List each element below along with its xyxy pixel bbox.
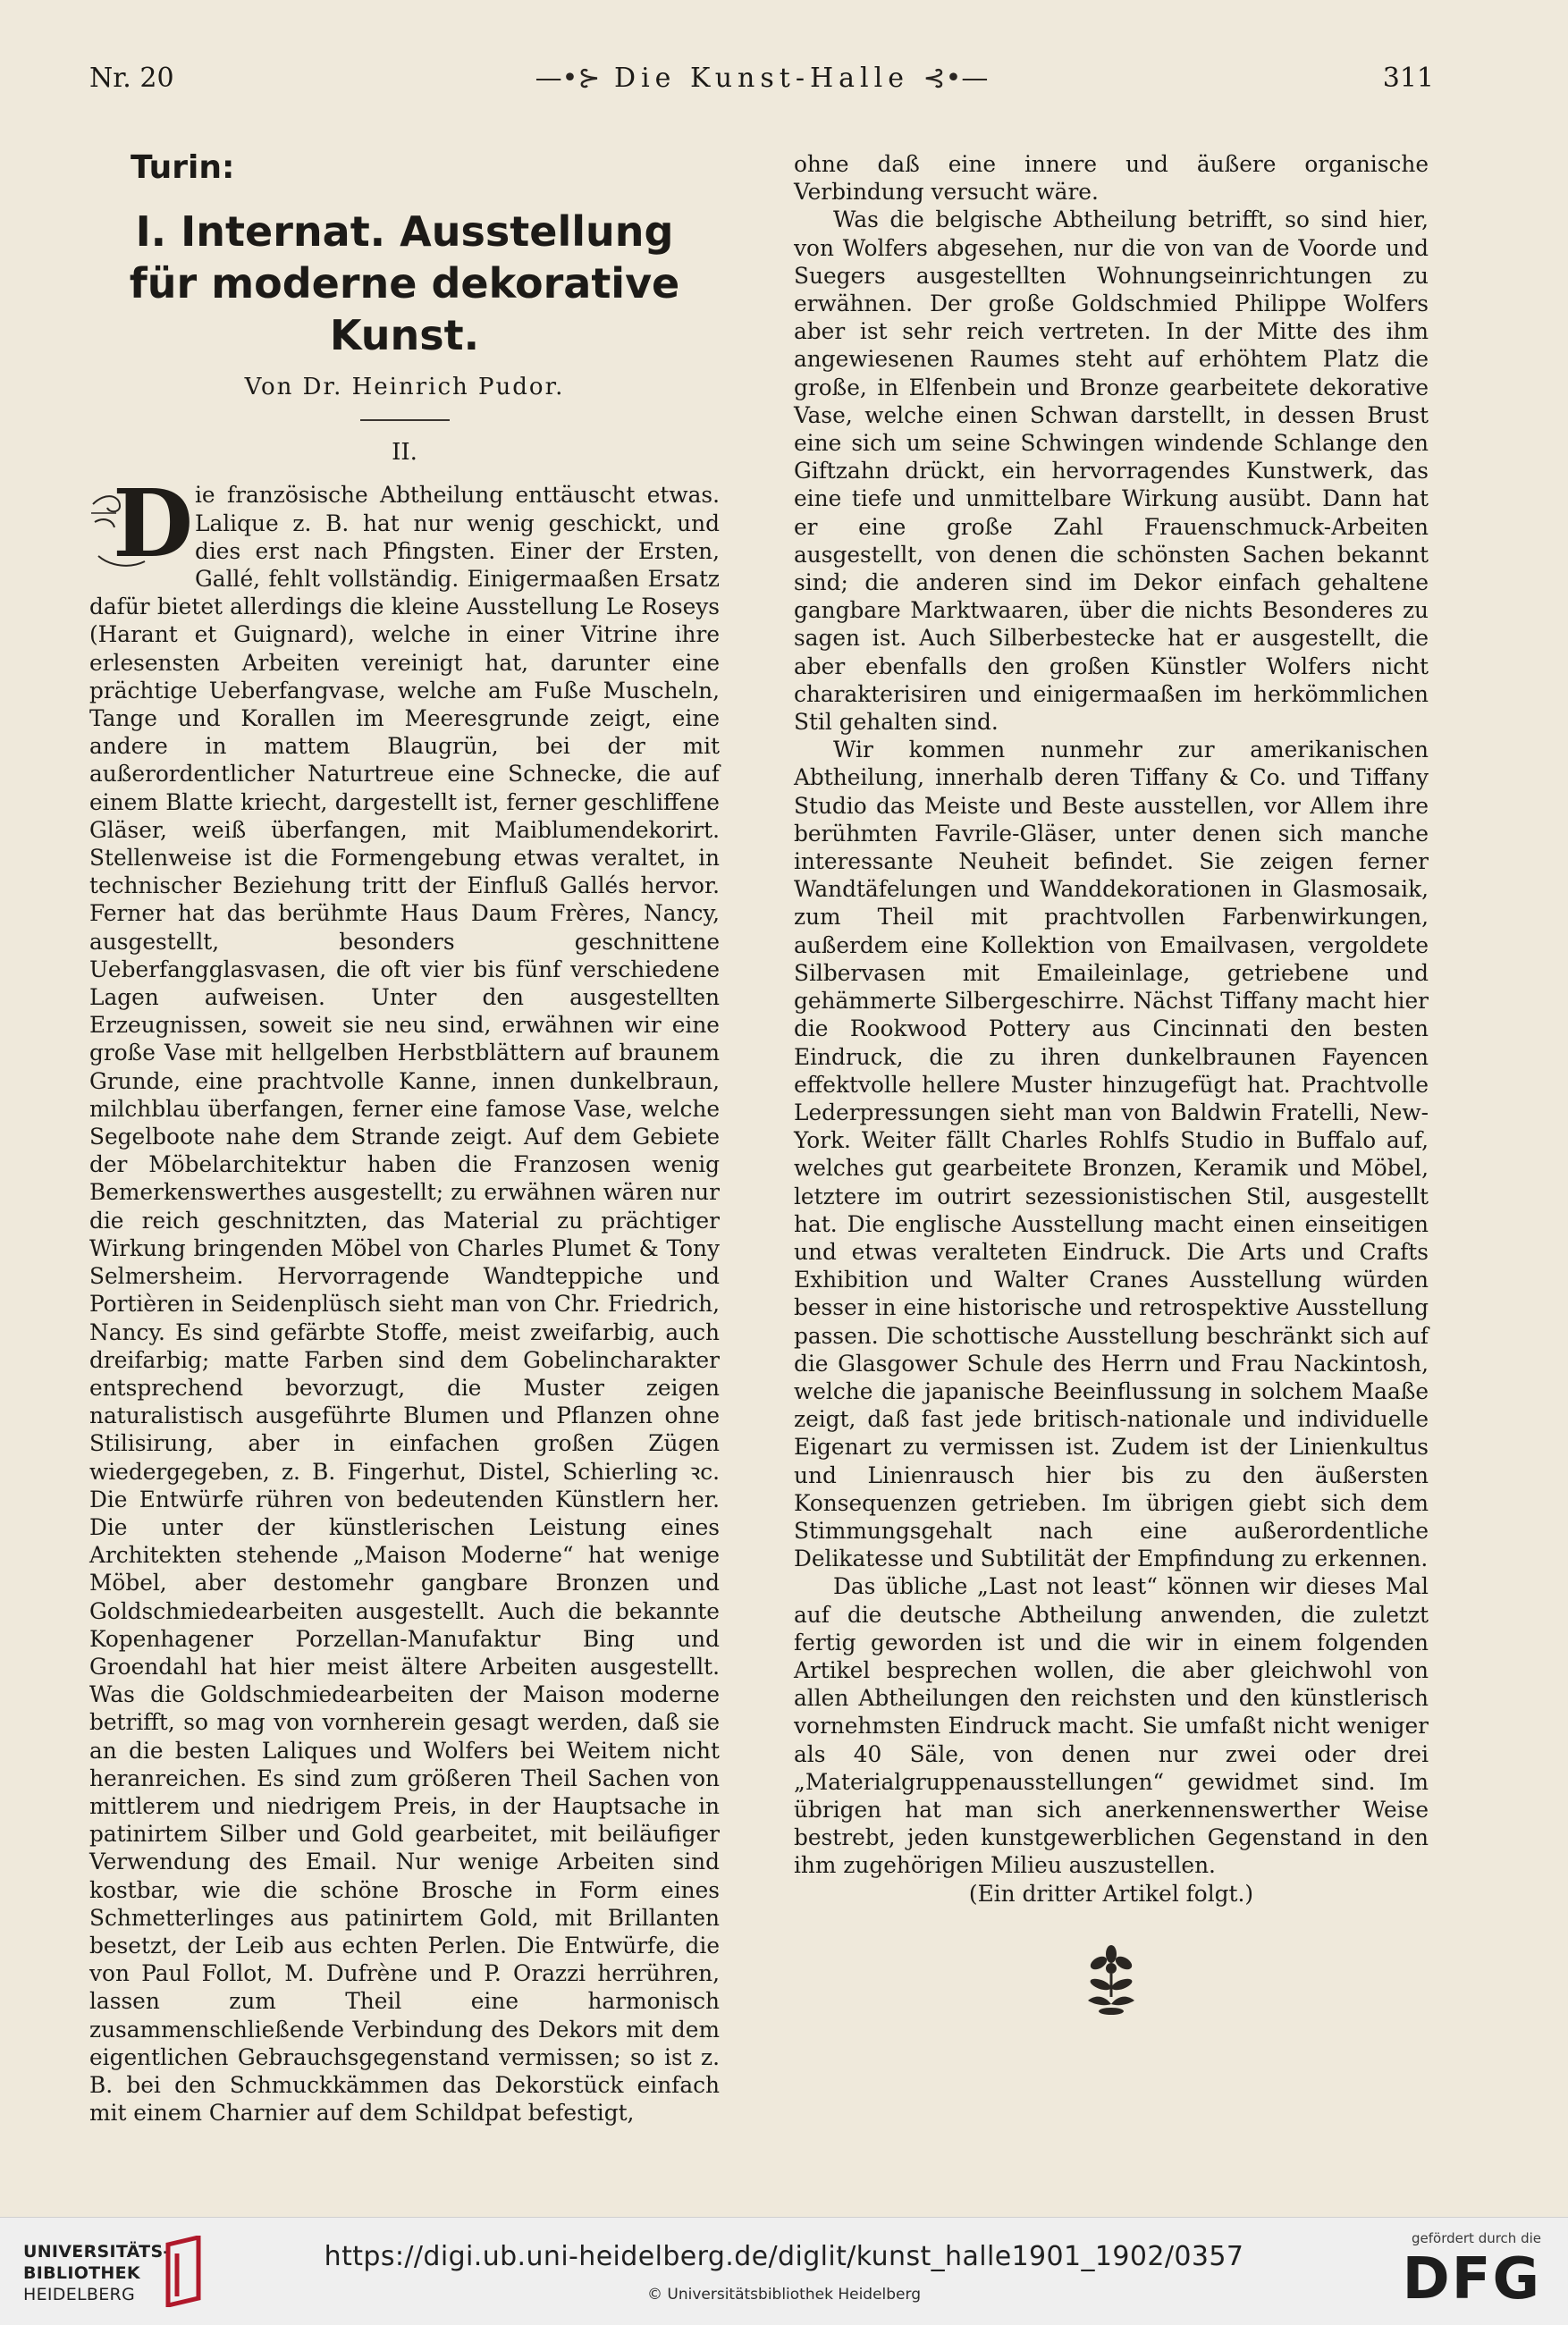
floral-ornament-icon [1075,1942,1147,2017]
right-paragraph: ohne daß eine innere und äußere organische Verbindung versucht wäre. [794,151,1429,206]
ornament-right-icon: ⊰•— [923,63,989,94]
library-line: UNIVERSITÄTS- [23,2242,171,2262]
article-author: Von Dr. Heinrich Pudor. [244,374,565,400]
library-footer [0,2217,1568,2325]
left-column [89,150,720,2127]
dfg-logo: DFG [1402,2246,1541,2312]
journal-title [89,63,1434,94]
section-number: II. [392,439,417,467]
title-divider [360,419,450,421]
ornament-left-icon: —•⊱ [535,63,601,94]
right-column [794,150,1429,2017]
left-paragraph: ie französische Abtheilung enttäuscht etwas. Lalique z. B. hat nur wenig geschickt, und dies erst nach Pfingsten. Einer der Ersten, Gallé, fehlt vollständig. Einigermaaßen Ersatz dafür bietet allerdings die kleine Ausstellung Le Roseys (Harant et Guignard), welche in einer Vitrine ihre erlesensten Arbeiten vereinigt hat, darunter eine prächtige Ueberfangvase, welche am Fuße Muscheln, Tange und Korallen im Meeresgrunde zeigt, eine andere in mattem Blaugrün, bei der mit außerordentlicher Naturtreue eine Schnecke, die auf einem Blatte kriecht, dargestellt ist, ferner geschliffene Gläser, weiß überfangen, mit Maiblumendekorirt. Stellenweise ist die Formengebung etwas veraltet, in technischer Beziehung tritt der Einfluß Gallés hervor. Ferner hat das berühmte Haus Daum Frères, Nancy, ausgestellt, besonders geschnittene Ueberfangglasvasen, die oft vier bis fünf verschiedene Lagen aufweisen. Unter den ausgestellten Erzeugnissen, soweit sie neu sind, erwähnen wir eine große Vase mit hellgelben Herbstblättern auf braunem Grunde, eine prachtvolle Kanne, innen dunkelbraun, milchblau überfangen, ferner eine famose Vase, welche Segelboote nahe dem Strande zeigt. Auf dem Gebiete der Möbelarchitektur haben die Franzosen wenig Bemerkenswerthes ausgestellt; zu erwähnen wären nur die reich geschnitzten, das Material zu prächtiger Wirkung bringenden Möbel von Charles Plumet & Tony Selmersheim. Hervorragende Wandteppiche und Portièren in Seidenplüsch sieht man von Chr. Friedrich, Nancy. Es sind gefärbte Stoffe, meist zweifarbig, auch dreifarbig; matte Farben sind dem Gobelincharakter entsprechend bevorzugt, die Muster zeigen naturalistisch ausgeführte Blumen und Pflanzen ohne Stilisirung, aber in einfachen großen Zügen wiedergegeben, z. B. Fingerhut, Distel, Schierling ꝛc. Die Entwürfe rühren von bedeutenden Künstlern her. Die unter der künstlerischen Leistung eines Architekten stehende „Maison Moderne“ hat wenige Möbel, aber destomehr gangbare Bronzen und Goldschmiedearbeiten ausgestellt. Auch die bekannte Kopenhagener Porzellan-Manufaktur Bing und Groendahl hat hier meist ältere Arbeiten ausgestellt. Was die Goldschmiedearbeiten der Maison moderne betrifft, so mag von vornherein gesagt werden, daß sie an die besten Laliques und Wolfers bei Weitem nicht heranreichen. Es sind zum größeren Theil Sachen von mittlerem und niedrigem Preis, in der Hauptsache in patinirtem Silber und Gold gearbeitet, mit beiläufiger Verwendung des Email. Nur wenige Arbeiten sind kostbar, wie die schöne Brosche in Form eines Schmetterlinges aus patinirtem Gold, mit Brillanten besetzt, der Leib aus echten Perlen. Die Entwürfe, die von Paul Follot, M. Dufrène und P. Orazzi herrühren, lassen zum Theil eine harmonisch zusammenschließende Verbindung des Dekors mit dem eigentlichen Gebrauchsgegenstand vermissen; so ist z. B. bei den Schmuckkämmen das Dekorstück einfach mit einem Charnier auf dem Schildpat befestigt, [89,482,720,2127]
continuation-note: (Ein dritter Artikel folgt.) [968,1880,1254,1907]
library-line: HEIDELBERG [23,2285,136,2304]
running-header [89,63,1434,98]
right-paragraph: Was die belgische Abtheilung betrifft, so sind hier, von Wolfers abgesehen, nur die von van de Voorde und Suegers ausgestellten Wohnungseinrichtungen zu erwähnen. Der große Goldschmied Philippe Wolfers aber ist sehr reich vertreten. In der Mitte des ihm angewiesenen Raumes steht auf erhöhtem Platz die große, in Elfenbein und Bronze gearbeitete dekorative Vase, welche einen Schwan darstellt, in dessen Brust eine sich um seine Schwingen windende Schlange den Giftzahn drückt, ein hervorragendes Kunstwerk, das eine tiefe und unmittelbare Wirkung ausübt. Dann hat er eine große Zahl Frauenschmuck-Arbeiten ausgestellt, von denen die schönsten Sachen bekannt sind; die anderen sind im Dekor einfach gehaltene gangbare Marktwaaren, über die nichts Besonderes zu sagen ist. Auch Silberbestecke hat er ausgestellt, die aber ebenfalls den großen Künstler Wolfers nicht charakterisiren und einigermaaßen im herkömmlichen Stil gehalten sind. [794,206,1429,736]
copyright-notice: © Universitätsbibliothek Heidelberg [646,2286,921,2304]
right-paragraph: Wir kommen nunmehr zur amerikanischen Abtheilung, innerhalb deren Tiffany & Co. und Tiffany Studio das Meiste und Beste ausstellen, vor Allem ihre berühmten Favrile-Gläser, unter denen sich manche interessante Neuheit befindet. Sie zeigen ferner Wandtäfelungen und Wanddekorationen in Glasmosaik, zum Theil mit prachtvollen Farbenwirkungen, außerdem eine Kollektion von Emailvasen, vergoldete Silbervasen mit Emaileinlage, getriebene und gehämmerte Silbergeschirre. Nächst Tiffany macht hier die Rookwood Pottery aus Cincinnati den besten Eindruck, die zu ihren dunkelbraunen Fayencen effektvolle hellere Muster hinzugefügt hat. Prachtvolle Lederpressungen sieht man von Baldwin Fratelli, New-York. Weiter fällt Charles Rohlfs Studio in Buffalo auf, welches gut gearbeitete Bronzen, Keramik und Möbel, letztere im outrirt sezessionistischen Stil, ausgestellt hat. Die englische Ausstellung macht einen einseitigen und etwas veralteten Eindruck. Die Arts und Crafts Exhibition und Walter Cranes Ausstellung würden besser in eine historische und retrospektive Ausstellung passen. Die schottische Ausstellung beschränkt sich auf die Glasgower Schule des Herrn und Frau Nackintosh, welche die japanische Beeinflussung in solchem Maaße zeigt, daß fast jede britisch-nationale und individuelle Eigenart zu vermissen ist. Zudem ist der Linienkultus und Linienrausch hier bis zu den äußersten Konsequenzen getrieben. Im übrigen giebt sich dem Stimmungsgehalt nach eine außerordentliche Delikatesse und Subtilität der Empfindung zu erkennen. [794,737,1429,1572]
permalink[interactable]: https://digi.ub.uni-heidelberg.de/diglit/kunst_halle1901_1902/0357 [324,2241,1244,2272]
article-title-line1: I. Internat. Ausstellung [135,207,674,256]
article-title-line2: für moderne dekorative Kunst. [129,259,680,359]
funded-by-label: gefördert durch die [1412,2230,1541,2246]
page-number: 311 [1382,63,1434,94]
drop-capital [89,468,194,579]
journal-name: Die Kunst-Halle [614,63,909,94]
issue-number: Nr. 20 [89,63,174,94]
library-line: BIBLIOTHEK [23,2263,140,2283]
dropcap-letter: D [113,468,194,579]
right-paragraph: Das übliche „Last not least“ können wir dieses Mal auf die deutsche Abtheilung anwenden, die zuletzt fertig geworden ist und die wir in einem folgenden Artikel besprechen wollen, die aber gleichwohl von allen Abtheilungen den reichsten und den künstlerisch vornehmsten Eindruck macht. Sie umfaßt nicht weniger als 40 Säle, von denen nur zwei oder drei „Materialgruppenausstellungen“ gewidmet sind. Im übrigen hat man sich anerkennenswerther Weise bestrebt, jeden kunstgewerblichen Gegenstand in den ihm zugehörigen Milieu auszustellen. [794,1573,1429,1879]
article-location: Turin: [131,149,235,186]
